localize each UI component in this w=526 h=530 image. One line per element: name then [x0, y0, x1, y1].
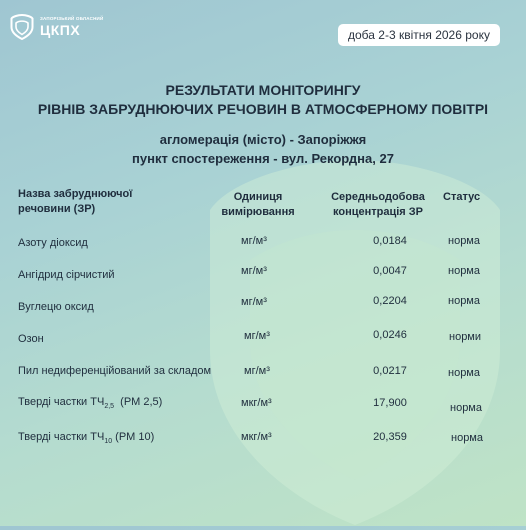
row-1-unit: мг/м³ [241, 235, 267, 247]
row-2-status: норма [448, 265, 480, 277]
header-substance-name: Назва забруднюючої речовини (ЗР) [18, 188, 133, 215]
date-badge: доба 2-3 квітня 2026 року [338, 24, 500, 46]
row-2-name: Ангідрид сірчистий [18, 269, 115, 281]
shield-logo-icon [10, 14, 34, 40]
row-6-value: 17,900 [373, 397, 407, 409]
row-5-value: 0,0217 [373, 365, 407, 377]
row-6-status: норма [450, 402, 482, 414]
row-3-name: Вуглецю оксид [18, 301, 94, 313]
row-2-unit: мг/м³ [241, 265, 267, 277]
row-1-status: норма [448, 235, 480, 247]
logo [10, 14, 103, 40]
row-4-unit: мг/м³ [244, 330, 270, 342]
header-unit: Одиниця вимірювання [221, 191, 295, 218]
row-7-name: Тверді частки $ТЧ_{10}$ (PM 10) [18, 431, 155, 446]
row-4-status: норми [449, 331, 482, 343]
row-7-unit: мкг/м³ [241, 431, 272, 443]
row-6-name: Тверді частки $ТЧ_{2,5}$ (PM 2,5) [18, 396, 163, 411]
subtitle-observation-point: пункт спостереження - вул. Рекордна, 27 [132, 151, 394, 166]
row-3-status: норма [448, 295, 480, 307]
row-5-unit: мг/м³ [244, 365, 270, 377]
header-status: Статус [443, 191, 481, 203]
page-title-line-1: РЕЗУЛЬТАТИ МОНІТОРИНГУ [165, 82, 361, 98]
row-4-value: 0,0246 [373, 329, 407, 341]
row-2-value: 0,0047 [373, 265, 407, 277]
row-7-value: 20,359 [373, 431, 407, 443]
row-1-value: 0,0184 [373, 235, 407, 247]
header-concentration: Середньодобова концентрація ЗР [331, 191, 425, 218]
row-6-unit: мкг/м³ [241, 397, 272, 409]
subtitle-agglomeration: агломерація (місто) - Запоріжжя [159, 132, 367, 147]
row-3-unit: мг/м³ [241, 296, 267, 308]
row-7-status: норма [451, 432, 483, 444]
row-4-name: Озон [18, 333, 44, 345]
row-5-name: Пил недиференційований за складом [18, 365, 212, 377]
row-5-status: норма [448, 367, 480, 379]
row-3-value: 0,2204 [373, 295, 407, 307]
logo-subtitle: ЗАПОРІЗЬКИЙ ОБЛАСНИЙ [40, 16, 104, 22]
page-title-line-2: РІВНІВ ЗАБРУДНЮЮЧИХ РЕЧОВИН В АТМОСФЕРНОМУ ПОВІТРІ [37, 101, 489, 117]
row-1-name: Азоту діоксид [18, 237, 88, 249]
logo-name: ЦКПХ [40, 21, 81, 38]
